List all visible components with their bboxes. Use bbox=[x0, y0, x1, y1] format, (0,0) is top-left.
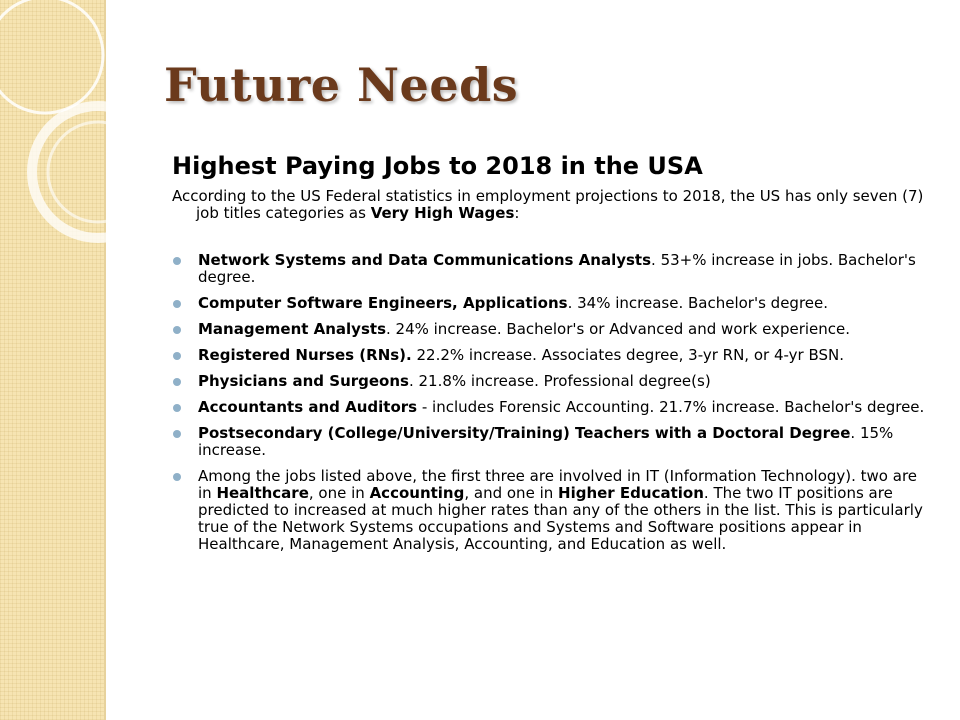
job-detail: . 15% increase. bbox=[198, 424, 894, 459]
bullet-icon bbox=[173, 300, 181, 308]
job-detail: . 21.8% increase. Professional degree(s) bbox=[408, 372, 711, 390]
job-title: Management Analysts bbox=[198, 320, 386, 338]
intro-paragraph bbox=[172, 188, 932, 222]
summary-emphasis-healthcare: Healthcare bbox=[216, 484, 309, 502]
intro-text: According to the US Federal statistics in employment projections to 2018, the US has only seven (7) job titles categories as bbox=[172, 187, 924, 222]
list-item bbox=[172, 399, 932, 416]
summary-item bbox=[172, 468, 932, 553]
job-detail: 22.2% increase. Associates degree, 3-yr RN, or 4-yr BSN. bbox=[411, 346, 844, 364]
bullet-icon bbox=[173, 378, 181, 386]
intro-emphasis: Very High Wages bbox=[370, 204, 515, 222]
list-item bbox=[172, 295, 932, 312]
job-detail: . 24% increase. Bachelor's or Advanced and work experience. bbox=[386, 320, 851, 338]
summary-text: , and one in bbox=[464, 484, 559, 502]
bullet-icon bbox=[173, 257, 181, 265]
slide-title: Future Needs bbox=[164, 58, 519, 112]
list-item bbox=[172, 425, 932, 459]
slide-content bbox=[172, 152, 932, 562]
job-title: Postsecondary (College/University/Training) Teachers with a Doctoral Degree bbox=[198, 424, 851, 442]
job-detail: - includes Forensic Accounting. 21.7% increase. Bachelor's degree. bbox=[417, 398, 925, 416]
summary-emphasis-accounting: Accounting bbox=[369, 484, 465, 502]
list-item bbox=[172, 347, 932, 364]
bullet-icon bbox=[173, 352, 181, 360]
list-item bbox=[172, 373, 932, 390]
job-title: Network Systems and Data Communications Analysts bbox=[198, 251, 652, 269]
job-list bbox=[172, 252, 932, 553]
intro-end: : bbox=[514, 204, 520, 222]
bullet-icon bbox=[173, 430, 181, 438]
job-title: Computer Software Engineers, Applications bbox=[198, 294, 568, 312]
bullet-icon bbox=[173, 404, 181, 412]
list-item bbox=[172, 321, 932, 338]
summary-emphasis-higher-education: Higher Education bbox=[558, 484, 704, 502]
summary-text: . The two IT positions are predicted to increased at much higher rates than any of the others in the list. This is particularly true of the Network Systems occupations and Systems and Software positions appear in Healthcare, Management Analysis, Accounting, and Education as well. bbox=[198, 484, 923, 553]
list-item bbox=[172, 252, 932, 286]
job-detail: . 53+% increase in jobs. Bachelor's degree. bbox=[198, 251, 916, 286]
slide-subtitle: Highest Paying Jobs to 2018 in the USA bbox=[172, 152, 703, 180]
job-detail: . 34% increase. Bachelor's degree. bbox=[567, 294, 829, 312]
decorative-rings bbox=[0, 0, 200, 320]
job-title: Physicians and Surgeons bbox=[198, 372, 409, 390]
summary-text: Among the jobs listed above, the first three are involved in IT (Information Technology). two are in bbox=[198, 467, 918, 502]
summary-text: , one in bbox=[308, 484, 370, 502]
bullet-icon bbox=[173, 473, 181, 481]
job-title: Accountants and Auditors bbox=[198, 398, 418, 416]
job-title: Registered Nurses (RNs). bbox=[198, 346, 412, 364]
bullet-icon bbox=[173, 326, 181, 334]
